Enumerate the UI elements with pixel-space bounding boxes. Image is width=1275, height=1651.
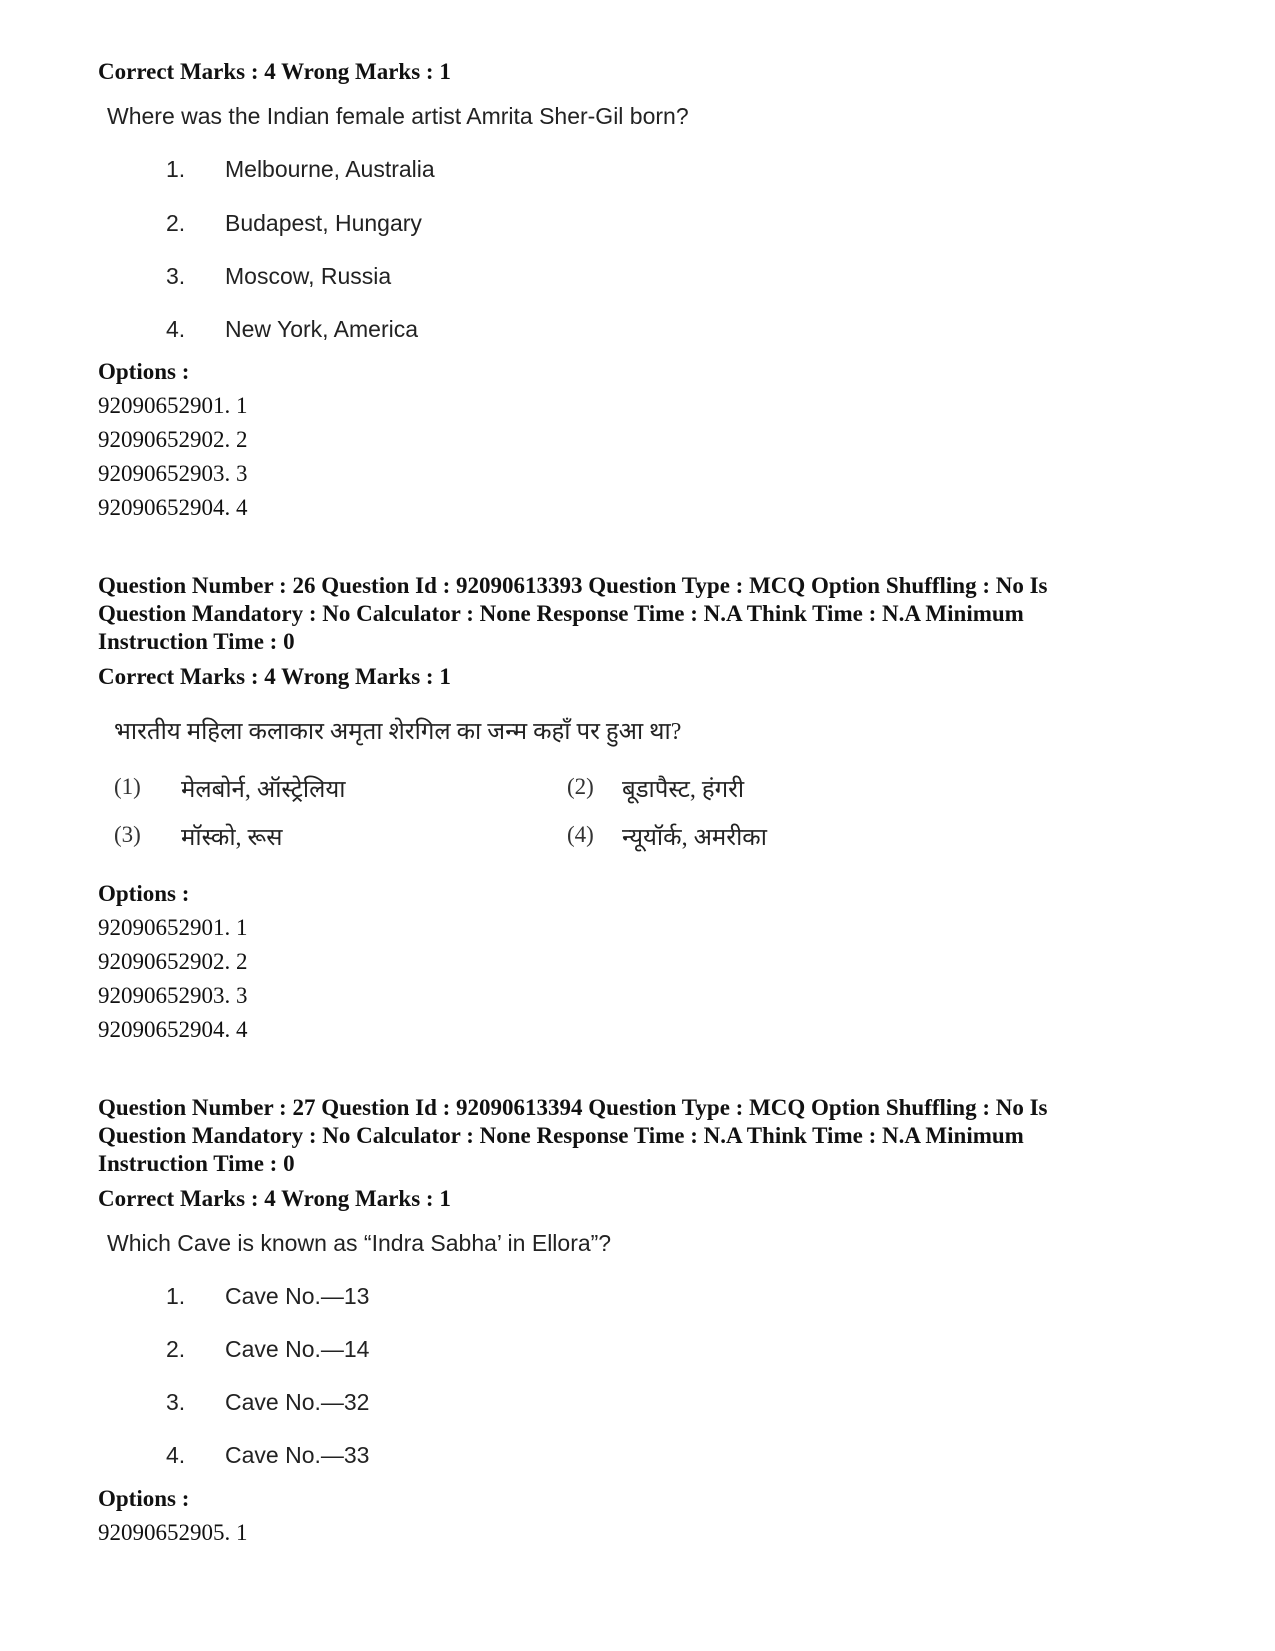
- options-label: Options :: [98, 359, 190, 384]
- choice-number: 2.: [166, 1336, 186, 1362]
- choice-text: Budapest, Hungary: [225, 210, 422, 236]
- choice-number: (1): [114, 774, 141, 799]
- choice-text: New York, America: [225, 316, 419, 342]
- question-meta-line: Question Mandatory : No Calculator : None Response Time : N.A Think Time : N.A Minimum: [98, 1123, 1024, 1148]
- option-code: 92090652903. 3: [98, 983, 248, 1008]
- choice-text: Cave No.—14: [225, 1336, 370, 1362]
- choice-number: 3.: [166, 1389, 186, 1415]
- choice-number: 4.: [166, 316, 186, 342]
- choice-text: बूडापैस्ट, हंगरी: [622, 777, 745, 803]
- choice-number: (4): [567, 822, 594, 847]
- question-meta-line: Question Number : 26 Question Id : 92090613393 Question Type : MCQ Option Shuffling : No Is: [98, 573, 1048, 598]
- question-text-hindi: भारतीय महिला कलाकार अमृता शेरगिल का जन्म कहाँ पर हुआ था?: [114, 719, 682, 745]
- option-code: 92090652902. 2: [98, 427, 248, 452]
- question-meta-line: Question Number : 27 Question Id : 92090613394 Question Type : MCQ Option Shuffling : No Is: [98, 1095, 1048, 1120]
- option-code: 92090652902. 2: [98, 949, 248, 974]
- choice-number: 3.: [166, 263, 186, 289]
- choice-text: Cave No.—13: [225, 1283, 370, 1309]
- choice-text: Moscow, Russia: [225, 263, 392, 289]
- question-meta-line: Instruction Time : 0: [98, 629, 295, 654]
- choice-text: Cave No.—33: [225, 1442, 370, 1468]
- option-code: 92090652904. 4: [98, 495, 248, 520]
- option-code: 92090652904. 4: [98, 1017, 248, 1042]
- option-code: 92090652903. 3: [98, 461, 248, 486]
- choice-text: Melbourne, Australia: [225, 156, 435, 182]
- choice-number: (3): [114, 822, 141, 847]
- option-code: 92090652905. 1: [98, 1520, 248, 1545]
- choice-text: Cave No.—32: [225, 1389, 370, 1415]
- question-meta-line: Instruction Time : 0: [98, 1151, 295, 1176]
- choice-text: न्यूयॉर्क, अमरीका: [622, 825, 767, 851]
- choice-text: मेलबोर्न, ऑस्ट्रेलिया: [181, 777, 346, 803]
- choice-text: मॉस्को, रूस: [181, 825, 283, 851]
- choice-number: 2.: [166, 210, 186, 236]
- option-code: 92090652901. 1: [98, 393, 248, 418]
- option-code: 92090652901. 1: [98, 915, 248, 940]
- choice-number: 1.: [166, 1283, 186, 1309]
- choice-number: 1.: [166, 156, 186, 182]
- marks-line: Correct Marks : 4 Wrong Marks : 1: [98, 664, 451, 689]
- choice-number: 4.: [166, 1442, 186, 1468]
- question-text: Where was the Indian female artist Amrita Sher-Gil born?: [107, 103, 689, 129]
- question-text: Which Cave is known as “Indra Sabha’ in Ellora”?: [107, 1230, 612, 1256]
- question-meta-line: Question Mandatory : No Calculator : None Response Time : N.A Think Time : N.A Minimum: [98, 601, 1024, 626]
- marks-line: Correct Marks : 4 Wrong Marks : 1: [98, 59, 451, 84]
- options-label: Options :: [98, 881, 190, 906]
- marks-line: Correct Marks : 4 Wrong Marks : 1: [98, 1186, 451, 1211]
- options-label: Options :: [98, 1486, 190, 1511]
- choice-number: (2): [567, 774, 594, 799]
